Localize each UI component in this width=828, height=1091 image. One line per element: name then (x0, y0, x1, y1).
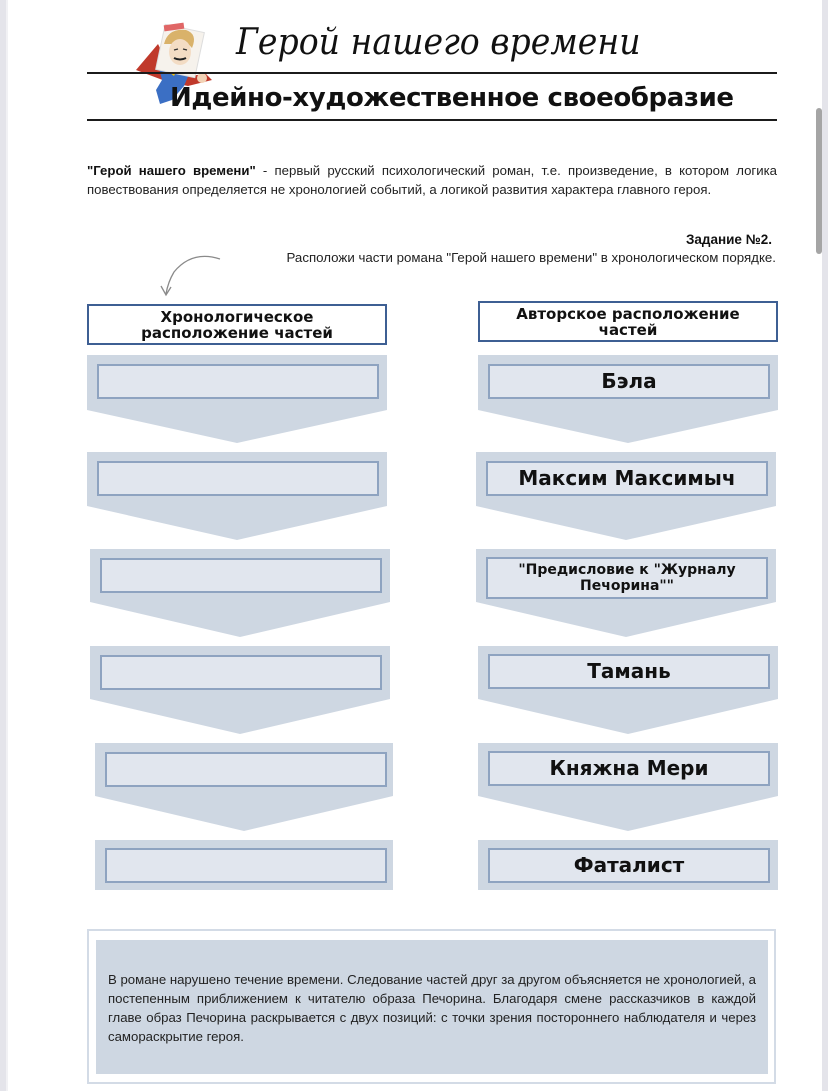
author-part-preface-journal[interactable]: "Предисловие к "Журналу Печорина"" (486, 557, 768, 599)
script-title: Герой нашего времени (236, 22, 641, 63)
curved-arrow-icon (156, 250, 226, 300)
author-part-princess-mary[interactable]: Княжна Мери (488, 751, 770, 786)
task-number: Задание №2. (685, 232, 772, 247)
chronological-slot-4[interactable] (100, 655, 382, 690)
author-order-header (478, 301, 778, 342)
chronological-slot-5[interactable] (105, 752, 387, 787)
task-instruction: Расположи части романа "Герой нашего времени" в хронологическом порядке. (286, 250, 776, 265)
chronological-slot-6[interactable] (105, 848, 387, 883)
page-edge-left-inner (6, 0, 8, 1091)
header-rule-bottom (87, 119, 777, 121)
note-box (96, 940, 768, 1074)
author-part-fatalist[interactable]: Фаталист (488, 848, 770, 883)
author-part-bela[interactable]: Бэла (488, 364, 770, 399)
author-order-header-label: Авторское расположение частей (516, 304, 740, 339)
chronological-slot-1[interactable] (97, 364, 379, 399)
intro-paragraph (87, 161, 777, 199)
header-rule-top (87, 72, 777, 74)
page-title: Идейно-художественное своеобразие (170, 83, 734, 113)
page-edge-right (822, 0, 828, 1091)
chronological-slot-3[interactable] (100, 558, 382, 593)
author-part-maksim-maksimych[interactable]: Максим Максимыч (486, 461, 768, 496)
chronological-slot-2[interactable] (97, 461, 379, 496)
intro-text: - первый русский психологический роман, т.е. произведение, в котором логика повествования определяется не хронологией событий, а логикой развития характера главного героя. (87, 163, 777, 197)
intro-bold-title: "Герой нашего времени" (87, 163, 256, 178)
scrollbar-thumb[interactable] (816, 108, 822, 254)
chronological-order-header (87, 304, 387, 345)
note-text: В романе нарушено течение времени. Следование частей друг за другом объясняется не хронологией, а постепенным приближением к читателю образа Печорина. Благодаря смене рассказчиков в каждой главе образ Печорина раскрывается с двух позиций: с точки зрения постороннего наблюдателя и через самораскрытие героя. (108, 972, 756, 1044)
author-part-taman[interactable]: Тамань (488, 654, 770, 689)
chronological-order-header-label: Хронологическое расположение частей (141, 307, 333, 342)
